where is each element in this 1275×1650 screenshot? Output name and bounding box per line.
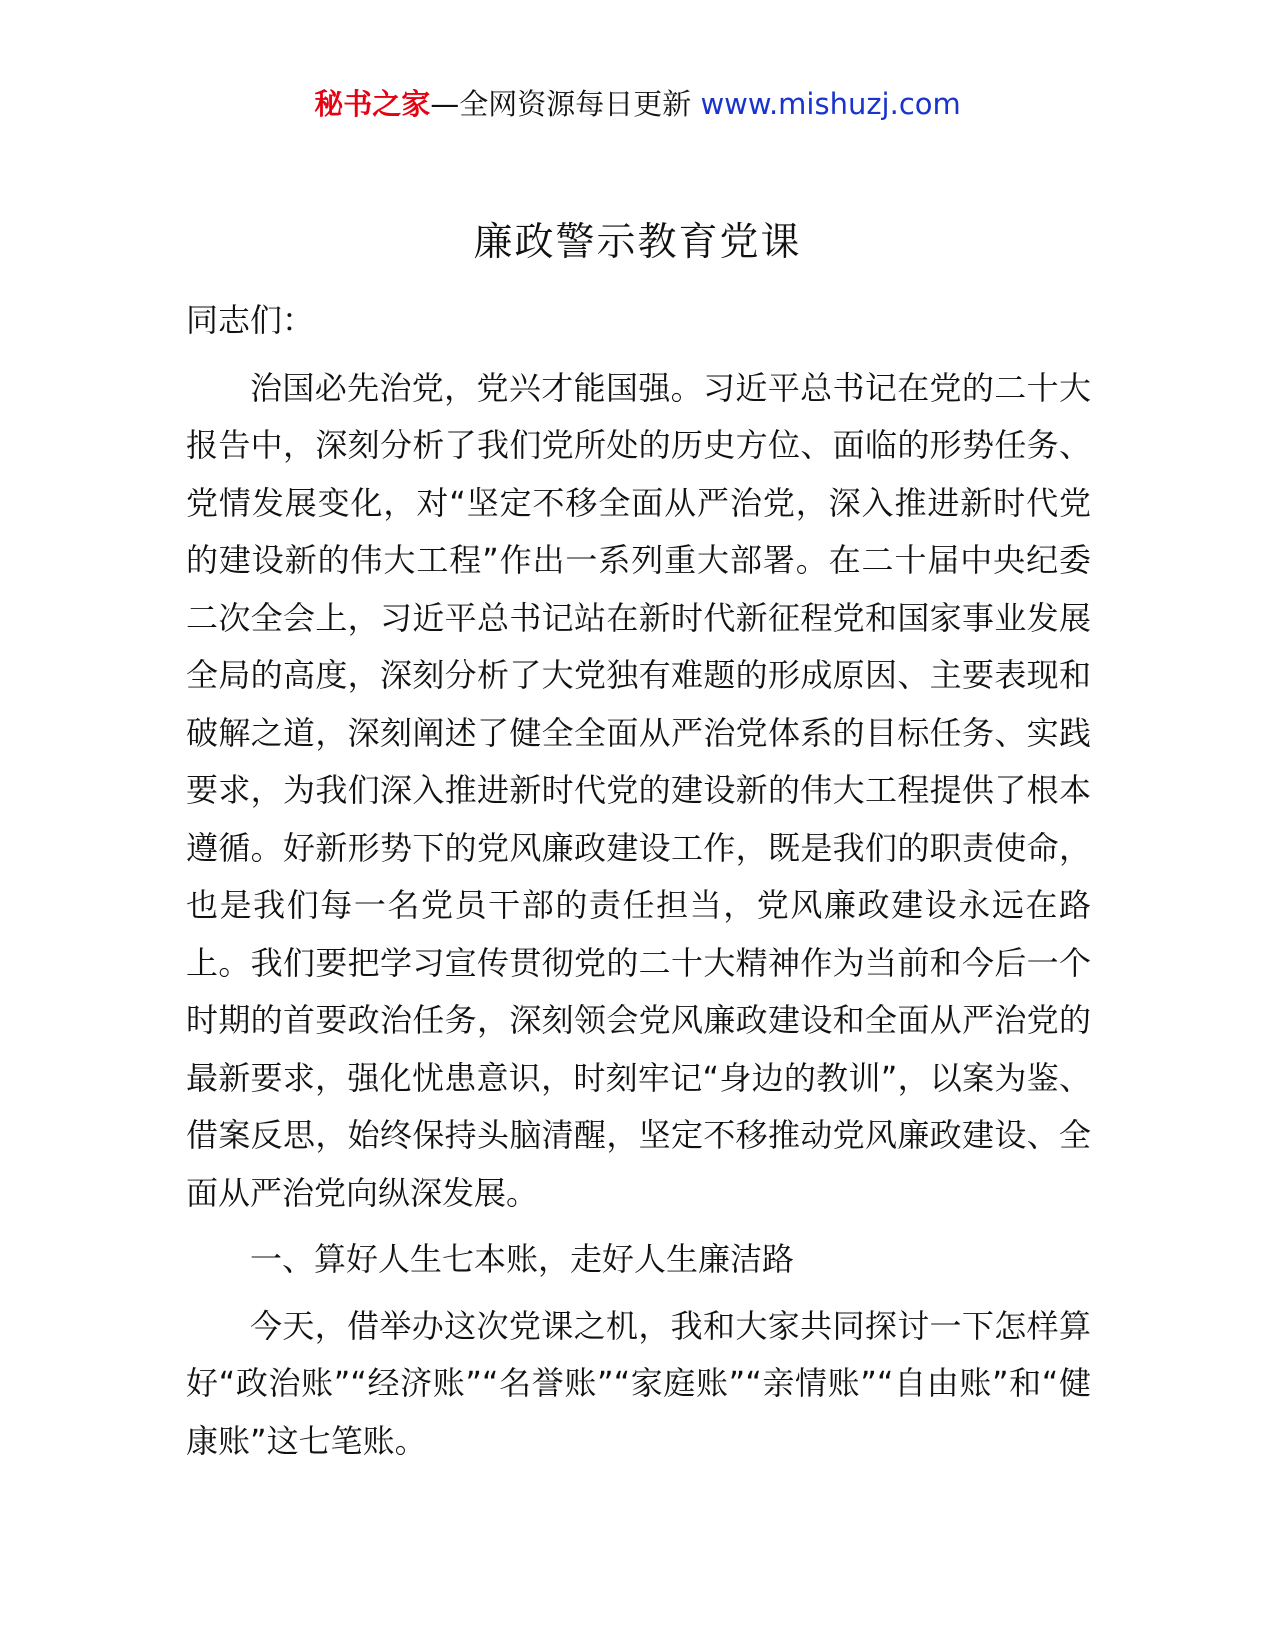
section-heading: 一、算好人生七本账，走好人生廉洁路 bbox=[250, 1240, 795, 1278]
site-tagline: —全网资源每日更新 bbox=[430, 87, 692, 121]
salutation: 同志们： bbox=[186, 301, 315, 339]
site-url-link[interactable]: www.mishuzj.com bbox=[700, 87, 961, 121]
site-header bbox=[0, 84, 1275, 124]
document-title: 廉政警示教育党课 bbox=[473, 220, 802, 265]
document-body bbox=[186, 292, 1091, 1479]
site-brand: 秘书之家 bbox=[314, 87, 431, 121]
body-paragraph-intro: 治国必先治党，党兴才能国强。习近平总书记在党的二十大报告中，深刻分析了我们党所处的历史方位、面临的形势任务、党情发展变化，对“坚定不移全面从严治党，深入推进新时代党的建设新的伟大工程”作出一系列重大部署。在二十届中央纪委二次全会上，习近平总书记站在新时代新征程党和国家事业发展全局的高度，深刻分析了大党独有难题的形成原因、主要表现和破解之道，深刻阐述了健全全面从严治党体系的目标任务、实践要求，为我们深入推进新时代党的建设新的伟大工程提供了根本遵循。好新形势下的党风廉政建设工作，既是我们的职责使命，也是我们每一名党员干部的责任担当，党风廉政建设永远在路上。我们要把学习宣传贯彻党的二十大精神作为当前和今后一个时期的首要政治任务，深刻领会党风廉政建设和全面从严治党的最新要求，强化忧患意识，时刻牢记“身边的教训”，以案为鉴、借案反思，始终保持头脑清醒，坚定不移推动党风廉政建设、全面从严治党向纵深发展。 bbox=[186, 368, 1091, 1212]
body-paragraph: 今天，借举办这次党课之机，我和大家共同探讨一下怎样算好“政治账”“经济账”“名誉账”“家庭账”“亲情账”“自由账”和“健康账”这七笔账。 bbox=[186, 1306, 1091, 1460]
